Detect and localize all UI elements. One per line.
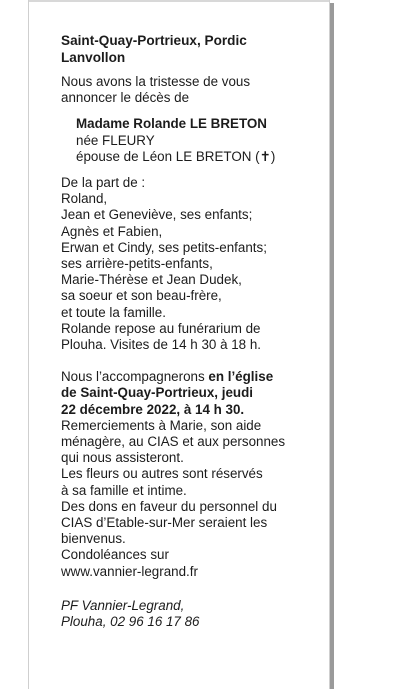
ceremony-date: 22 décembre 2022, à 14 h 30. — [61, 401, 245, 417]
thanks-line: qui nous assisteront. — [61, 450, 184, 466]
thanks-line: ménagère, au CIAS et aux personnes — [61, 434, 286, 450]
family-list — [61, 175, 311, 353]
family-line: Marie-Thérèse et Jean Dudek, — [61, 272, 242, 288]
maiden-name: née FLEURY — [76, 132, 155, 148]
intro-text — [61, 74, 311, 106]
condolences-line: Condoléances sur — [61, 547, 169, 563]
donations-line: CIAS d’Etable-sur-Mer seraient les — [61, 515, 268, 531]
spouse-line: épouse de Léon LE BRETON (✝) — [76, 148, 276, 164]
header-line: Saint-Quay-Portrieux, Pordic — [61, 33, 247, 48]
condolences-url: www.vannier-legrand.fr — [61, 563, 198, 579]
flowers-line: à sa famille et intime. — [61, 482, 187, 498]
funeral-home-signature — [61, 598, 311, 630]
obituary-text — [61, 33, 311, 630]
deceased-block — [76, 116, 311, 165]
ceremony-text — [61, 369, 311, 580]
family-line: Erwan et Cindy, ses petits-enfants; — [61, 239, 267, 255]
donations-line: Des dons en faveur du personnel du — [61, 498, 277, 514]
family-line: ses arrière-petits-enfants, — [61, 256, 213, 272]
ceremony-line — [61, 369, 311, 385]
intro-line: Nous avons la tristesse de vous — [61, 74, 251, 89]
intro-line: annoncer le décès de — [61, 90, 190, 106]
ceremony-prefix: Nous l’accompagnerons — [61, 369, 209, 385]
header-line: Lanvollon — [61, 49, 126, 65]
family-line: Agnès et Fabien, — [61, 223, 163, 239]
ceremony-church: en l’église — [208, 369, 274, 385]
family-line: Rolande repose au funérarium de — [61, 320, 261, 336]
family-line: Plouha. Visites de 14 h 30 à 18 h. — [61, 337, 262, 353]
family-line: Roland, — [61, 191, 108, 207]
location-header — [61, 33, 311, 66]
family-line: et toute la famille. — [61, 304, 166, 320]
funeral-home-name: PF Vannier-Legrand, — [61, 597, 185, 613]
deceased-name: Madame Rolande LE BRETON — [76, 116, 267, 132]
donations-line: bienvenus. — [61, 531, 126, 547]
family-line: sa soeur et son beau-frère, — [61, 288, 222, 304]
obituary-card — [28, 0, 330, 689]
thanks-line: Remerciements à Marie, son aide — [61, 417, 262, 433]
ceremony-place: de Saint-Quay-Portrieux, jeudi — [61, 385, 253, 401]
family-line: Jean et Geneviève, ses enfants; — [61, 207, 253, 223]
flowers-line: Les fleurs ou autres sont réservés — [61, 466, 263, 482]
funeral-home-phone: Plouha, 02 96 16 17 86 — [61, 614, 200, 630]
family-line: De la part de : — [61, 175, 146, 191]
